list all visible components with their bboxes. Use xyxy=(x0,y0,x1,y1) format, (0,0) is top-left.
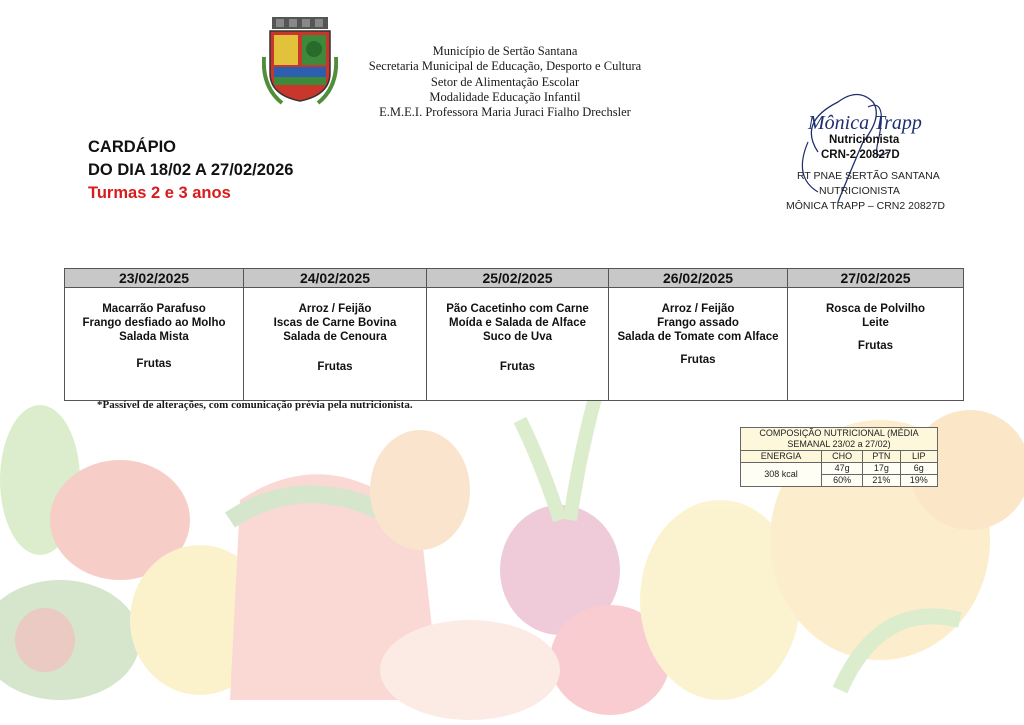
header-sector: Setor de Alimentação Escolar xyxy=(430,74,580,89)
meal-cell xyxy=(244,288,427,401)
meal-cell xyxy=(788,288,964,401)
nutrition-composition-table xyxy=(740,427,938,487)
signature-role: Nutricionista xyxy=(829,134,900,146)
nutritionist-signature xyxy=(778,82,948,217)
title-age-group: Turmas 2 e 3 anos xyxy=(88,184,231,202)
header-school: E.M.E.I. Professora Maria Juraci Fialho Drechsler xyxy=(379,105,631,120)
title-cardapio: CARDÁPIO xyxy=(88,138,177,156)
nutrition-header-lip: LIP xyxy=(900,451,937,463)
meal-item: Frango desfiado ao Molho xyxy=(82,317,226,329)
nutrition-ptn-grams: 17g xyxy=(863,463,900,475)
meal-item: Arroz / Feijão xyxy=(298,303,372,315)
meal-item: Pão Cacetinho com Carne xyxy=(446,303,589,315)
meal-cell xyxy=(427,288,609,401)
date-header-row xyxy=(65,269,964,288)
meal-item: Macarrão Parafuso xyxy=(102,303,206,315)
signature-crn: CRN-2 20827D xyxy=(821,149,900,161)
date-header: 27/02/2025 xyxy=(788,269,964,288)
meal-cell xyxy=(65,288,244,401)
meal-item: Frango assado xyxy=(657,317,739,329)
menu-title xyxy=(88,136,293,205)
stamp-line-2: NUTRICIONISTA xyxy=(819,185,900,197)
meal-item: Salada Mista xyxy=(119,331,189,343)
meal-fruit: Frutas xyxy=(857,340,894,352)
stamp-line-1: RT PNAE SERTÃO SANTANA xyxy=(797,170,940,182)
header-modality: Modalidade Educação Infantil xyxy=(429,89,581,104)
nutrition-header-cho: CHO xyxy=(822,451,863,463)
date-header: 24/02/2025 xyxy=(244,269,427,288)
meal-row xyxy=(65,288,964,401)
nutrition-title: COMPOSIÇÃO NUTRICIONAL (MÉDIA SEMANAL 23/02 a 27/02) xyxy=(741,428,938,451)
nutrition-cho-grams: 47g xyxy=(822,463,863,475)
date-header: 23/02/2025 xyxy=(65,269,244,288)
meal-item: Iscas de Carne Bovina xyxy=(273,317,397,329)
meal-item: Salada de Cenoura xyxy=(283,331,387,343)
nutrition-header-ptn: PTN xyxy=(863,451,900,463)
weekly-menu-table xyxy=(64,268,964,401)
nutrition-lip-grams: 6g xyxy=(900,463,937,475)
nutrition-cho-percent: 60% xyxy=(822,475,863,487)
meal-fruit: Frutas xyxy=(680,354,716,366)
meal-item: Suco de Uva xyxy=(482,331,553,343)
meal-item: Rosca de Polvilho xyxy=(825,303,926,315)
meal-cell xyxy=(609,288,788,401)
institution-header xyxy=(300,44,710,120)
meal-item: Leite xyxy=(862,317,889,329)
changes-note: *Passível de alterações, com comunicação prévia pela nutricionista. xyxy=(97,399,413,411)
signature-name: Mônica Trapp xyxy=(808,112,922,134)
date-header: 25/02/2025 xyxy=(427,269,609,288)
meal-item: Salada de Tomate com Alface xyxy=(617,331,779,343)
meal-fruit: Frutas xyxy=(317,361,353,373)
date-header: 26/02/2025 xyxy=(609,269,788,288)
title-date-range: DO DIA 18/02 A 27/02/2026 xyxy=(88,161,294,179)
header-municipality: Município de Sertão Santana xyxy=(432,44,578,58)
meal-item: Moída e Salada de Alface xyxy=(449,317,586,329)
meal-fruit: Frutas xyxy=(499,361,536,373)
nutrition-lip-percent: 19% xyxy=(900,475,937,487)
nutrition-energy-value: 308 kcal xyxy=(741,463,822,487)
meal-item: Arroz / Feijão xyxy=(661,303,735,315)
header-secretariat: Secretaria Municipal de Educação, Desporto e Cultura xyxy=(368,59,642,74)
stamp-line-3: MÔNICA TRAPP – CRN2 20827D xyxy=(786,200,945,212)
nutrition-header-energy: ENERGIA xyxy=(741,451,822,463)
nutrition-ptn-percent: 21% xyxy=(863,475,900,487)
meal-fruit: Frutas xyxy=(136,358,172,370)
